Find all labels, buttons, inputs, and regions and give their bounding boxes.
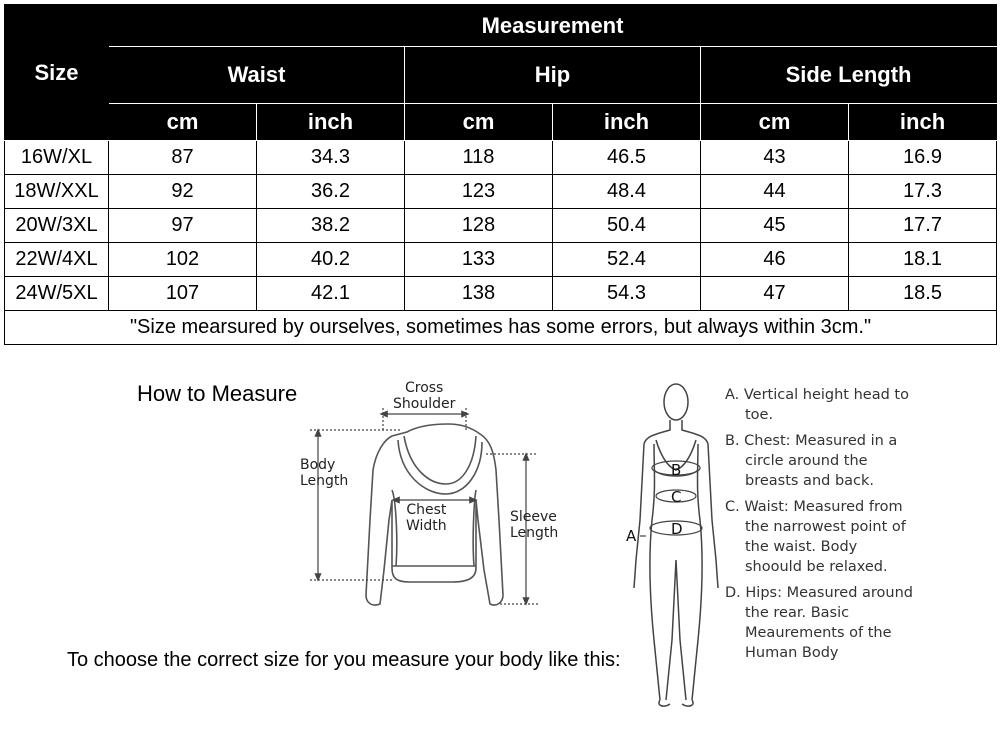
legend-item: B. Chest: Measured in a circle around the breasts and back. bbox=[725, 433, 898, 489]
size-cell: 16W/XL bbox=[5, 141, 109, 175]
label-line: Body bbox=[300, 457, 336, 473]
size-cell: 18W/XXL bbox=[5, 175, 109, 209]
value-cell: 16.9 bbox=[849, 141, 997, 175]
body-length-arrow bbox=[310, 430, 400, 580]
size-cell: 22W/4XL bbox=[5, 243, 109, 277]
value-cell: 48.4 bbox=[553, 175, 701, 209]
label-line: Chest bbox=[406, 502, 447, 518]
waist-header: Waist bbox=[109, 47, 405, 104]
value-cell: 47 bbox=[701, 277, 849, 311]
label-line: Shoulder bbox=[393, 396, 456, 412]
measurement-header: Measurement bbox=[109, 5, 997, 47]
legend-item: A. Vertical height head to toe. bbox=[725, 387, 909, 423]
cross-shoulder-label bbox=[393, 380, 455, 412]
value-cell: 34.3 bbox=[257, 141, 405, 175]
unit-header: inch bbox=[849, 104, 997, 141]
body-letter-a: A bbox=[626, 527, 637, 545]
value-cell: 123 bbox=[405, 175, 553, 209]
label-line: Sleeve bbox=[510, 509, 557, 525]
body-letter-b: B bbox=[671, 461, 682, 479]
value-cell: 54.3 bbox=[553, 277, 701, 311]
value-cell: 102 bbox=[109, 243, 257, 277]
label-line: Cross bbox=[404, 380, 444, 396]
value-cell: 44 bbox=[701, 175, 849, 209]
value-cell: 107 bbox=[109, 277, 257, 311]
value-cell: 18.5 bbox=[849, 277, 997, 311]
value-cell: 38.2 bbox=[257, 209, 405, 243]
value-cell: 92 bbox=[109, 175, 257, 209]
value-cell: 18.1 bbox=[849, 243, 997, 277]
body-length-label bbox=[300, 457, 348, 489]
chest-width-label bbox=[406, 502, 447, 534]
value-cell: 133 bbox=[405, 243, 553, 277]
size-cell: 20W/3XL bbox=[5, 209, 109, 243]
value-cell: 17.3 bbox=[849, 175, 997, 209]
value-cell: 42.1 bbox=[257, 277, 405, 311]
body-letter-c: C bbox=[671, 488, 682, 506]
legend-item: C. Waist: Measured from the narrowest point of the waist. Body shoould be relaxed. bbox=[725, 499, 906, 575]
value-cell: 40.2 bbox=[257, 243, 405, 277]
hip-header: Hip bbox=[405, 47, 701, 104]
label-line: Width bbox=[406, 518, 447, 534]
value-cell: 17.7 bbox=[849, 209, 997, 243]
value-cell: 118 bbox=[405, 141, 553, 175]
instruction-text: To choose the correct size for you measure your body like this: bbox=[67, 649, 621, 671]
unit-header: cm bbox=[405, 104, 553, 141]
value-cell: 46.5 bbox=[553, 141, 701, 175]
size-column-header: Size bbox=[5, 5, 109, 141]
unit-header: cm bbox=[701, 104, 849, 141]
measurement-legend bbox=[725, 385, 995, 664]
value-cell: 87 bbox=[109, 141, 257, 175]
value-cell: 45 bbox=[701, 209, 849, 243]
body-letter-d: D bbox=[671, 520, 683, 538]
measurement-note: "Size mearsured by ourselves, sometimes has some errors, but always within 3cm." bbox=[5, 311, 997, 345]
side-length-header: Side Length bbox=[701, 47, 997, 104]
how-to-measure-title: How to Measure bbox=[137, 381, 298, 406]
value-cell: 97 bbox=[109, 209, 257, 243]
value-cell: 52.4 bbox=[553, 243, 701, 277]
value-cell: 36.2 bbox=[257, 175, 405, 209]
value-cell: 138 bbox=[405, 277, 553, 311]
value-cell: 46 bbox=[701, 243, 849, 277]
value-cell: 50.4 bbox=[553, 209, 701, 243]
label-line: Length bbox=[300, 473, 349, 489]
value-cell: 128 bbox=[405, 209, 553, 243]
sleeve-length-label bbox=[510, 509, 558, 541]
unit-header: cm bbox=[109, 104, 257, 141]
label-line: Length bbox=[510, 525, 559, 541]
unit-header: inch bbox=[257, 104, 405, 141]
size-cell: 24W/5XL bbox=[5, 277, 109, 311]
unit-header: inch bbox=[553, 104, 701, 141]
body-figure bbox=[634, 384, 718, 706]
legend-item: D. Hips: Measured around the rear. Basic Meaurements of the Human Body bbox=[725, 585, 913, 661]
value-cell: 43 bbox=[701, 141, 849, 175]
